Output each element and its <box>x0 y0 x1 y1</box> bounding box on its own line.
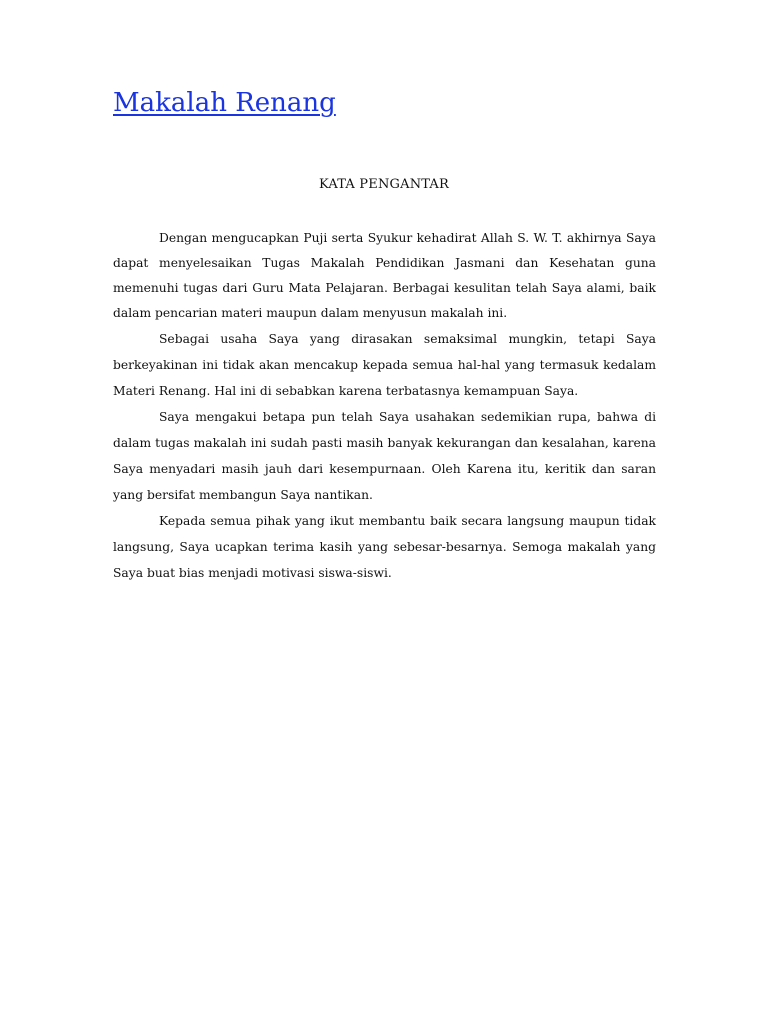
document-body <box>113 226 656 586</box>
paragraph-4: Kepada semua pihak yang ikut membantu baik secara langsung maupun tidak langsung, Saya ucapkan terima kasih yang sebesar-besarnya. Semoga makalah yang Saya buat bias menjadi motivasi siswa-siswi. <box>113 514 656 580</box>
paragraph-1: Dengan mengucapkan Puji serta Syukur kehadirat Allah S. W. T. akhirnya Saya dapat menyelesaikan Tugas Makalah Pendidikan Jasmani dan Kesehatan guna memenuhi tugas dari Guru Mata Pelajaran. Berbagai kesulitan telah Saya alami, baik dalam pencarian materi maupun dalam menyusun makalah ini. <box>113 231 656 320</box>
section-heading: KATA PENGANTAR <box>318 177 450 192</box>
document-title-link[interactable]: Makalah Renang <box>113 88 336 118</box>
paragraph-3: Saya mengakui betapa pun telah Saya usahakan sedemikian rupa, bahwa di dalam tugas makalah ini sudah pasti masih banyak kekurangan dan kesalahan, karena Saya menyadari masih jauh dari kesempurnaan. Oleh Karena itu, keritik dan saran yang bersifat membangun Saya nantikan. <box>113 410 656 502</box>
paragraph-2: Sebagai usaha Saya yang dirasakan semaksimal mungkin, tetapi Saya berkeyakinan ini tidak akan mencakup kepada semua hal-hal yang termasuk kedalam Materi Renang. Hal ini di sebabkan karena terbatasnya kemampuan Saya. <box>113 332 656 398</box>
